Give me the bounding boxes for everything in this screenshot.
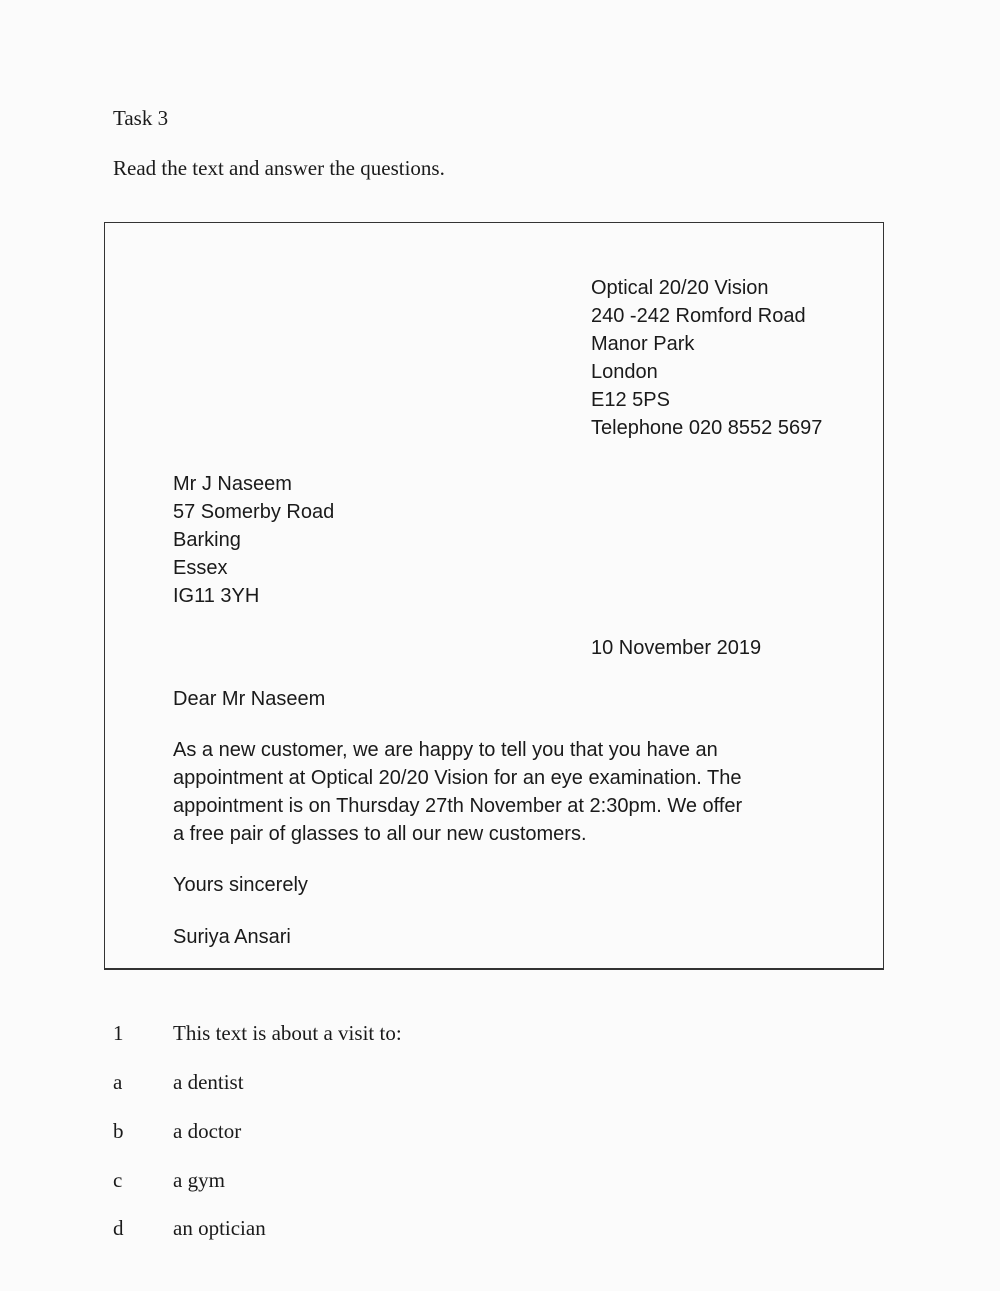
option-text-c: a gym [173,1168,225,1192]
letter-date-text: 10 November 2019 [591,637,762,659]
sender-address-line: Optical 20/20 Vision [591,277,769,299]
recipient-address [173,470,334,610]
letter-body-line: appointment at Optical 20/20 Vision for an eye examination. The [173,767,742,789]
letter-body-line: appointment is on Thursday 27th November at 2:30pm. We offer [173,795,743,817]
recipient-postcode: IG11 3YH [173,585,260,607]
recipient-address-line: Essex [173,557,228,579]
option-text-d: an optician [173,1216,266,1240]
letter-body-line: a free pair of glasses to all our new customers. [173,823,587,845]
option-label-a: a [113,1070,123,1094]
letter-closing-text: Yours sincerely [173,874,308,896]
letter-signature [173,923,291,951]
sender-address [591,274,822,442]
option-label-b: b [113,1119,124,1143]
recipient-address-line: Barking [173,529,241,551]
question-prompt: This text is about a visit to: [173,1021,402,1045]
letter-body-line: As a new customer, we are happy to tell you that you have an [173,739,718,761]
sender-address-line: Manor Park [591,333,695,355]
letter-signature-text: Suriya Ansari [173,926,291,948]
option-label-d: d [113,1216,124,1240]
letter-closing [173,871,308,899]
option-text-b: a doctor [173,1119,242,1143]
question-number: 1 [113,1021,124,1045]
sender-telephone: Telephone 020 8552 5697 [591,417,823,439]
sender-address-line: 240 -242 Romford Road [591,305,806,327]
letter-date [591,634,761,662]
letter-body [173,736,742,848]
task-title: Task 3 [113,106,169,130]
sender-address-line: London [591,361,658,383]
letter-salutation [173,685,325,713]
option-label-c: c [113,1168,123,1192]
task-instruction: Read the text and answer the questions. [113,156,445,180]
recipient-name: Mr J Naseem [173,473,292,495]
option-text-a: a dentist [173,1070,244,1094]
sender-address-line: E12 5PS [591,389,670,411]
recipient-address-line: 57 Somerby Road [173,501,335,523]
letter-salutation-text: Dear Mr Naseem [173,688,326,710]
